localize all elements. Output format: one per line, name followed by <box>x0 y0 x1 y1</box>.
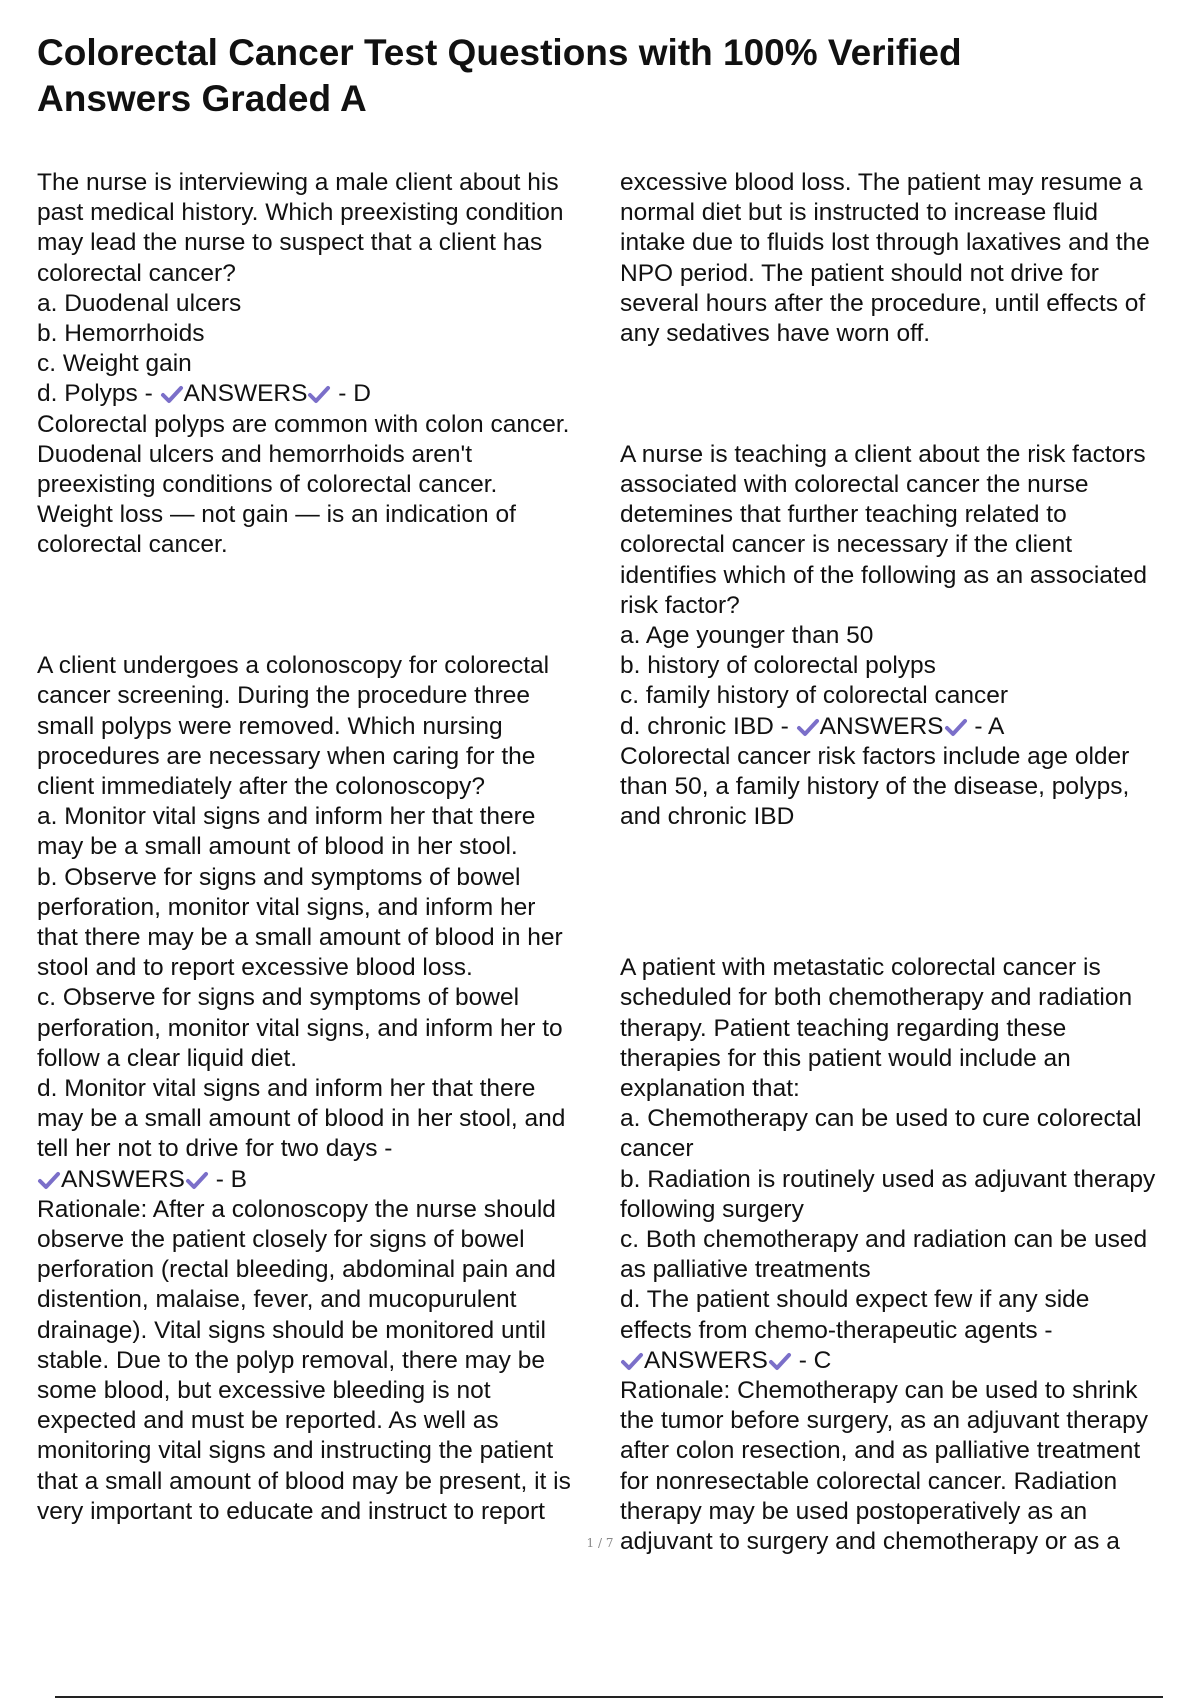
text-line: cancer <box>620 1135 694 1163</box>
text-line: as palliative treatments <box>620 1256 871 1284</box>
rationale-line: any sedatives have worn off. <box>620 320 931 348</box>
answer-line <box>620 1346 1155 1376</box>
answer-label: ANSWERS <box>183 380 308 408</box>
text-line: c. Weight gain <box>37 350 192 378</box>
rationale-line: observe the patient closely for signs of bowel <box>37 1226 525 1254</box>
rationale-line: several hours after the procedure, until effects of <box>620 289 1146 317</box>
question-1 <box>37 168 571 561</box>
question-3 <box>620 440 1155 833</box>
text-line: A patient with metastatic colorectal cancer is <box>620 954 1101 982</box>
rationale-line: that a small amount of blood may be present, it is <box>37 1467 571 1495</box>
text-line: following surgery <box>620 1195 804 1223</box>
rationale-line: intake due to fluids lost through laxatives and the <box>620 229 1150 257</box>
rationale-line: Duodenal ulcers and hemorrhoids aren't <box>37 440 473 468</box>
text-line: a. Chemotherapy can be used to cure colorectal <box>620 1105 1142 1133</box>
rationale-line: stable. Due to the polyp removal, there may be <box>37 1346 545 1374</box>
checkmark-icon <box>160 384 184 404</box>
text-line: may lead the nurse to suspect that a client has <box>37 229 543 257</box>
text-line: a. Monitor vital signs and inform her that there <box>37 803 536 831</box>
footer-divider <box>55 1696 1163 1698</box>
text-line: may be a small amount of blood in her stool. <box>37 833 518 861</box>
text-line: perforation, monitor vital signs, and inform her <box>37 893 536 921</box>
rationale-line: distention, malaise, fever, and mucopurulent <box>37 1286 517 1314</box>
rationale-line: NPO period. The patient should not drive for <box>620 259 1099 287</box>
rationale-line: and chronic IBD <box>620 803 795 831</box>
left-column <box>37 168 571 1527</box>
rationale-line: than 50, a family history of the disease, polyps, <box>620 773 1130 801</box>
text-line: cancer screening. During the procedure three <box>37 682 531 710</box>
rationale-line: Rationale: Chemotherapy can be used to shrink <box>620 1377 1138 1405</box>
text-line: The nurse is interviewing a male client about his <box>37 169 559 196</box>
title-line-1: Colorectal Cancer Test Questions with 100% Verified <box>37 32 962 73</box>
text-line: b. Hemorrhoids <box>37 320 205 348</box>
answer-letter: - C <box>791 1346 832 1374</box>
checkmark-icon <box>185 1170 209 1190</box>
rationale-line: after colon resection, and as palliative treatment <box>620 1437 1141 1465</box>
rationale-line: monitoring vital signs and instructing the patient <box>37 1437 554 1465</box>
text-line: explanation that: <box>620 1074 800 1102</box>
answer-option-text: d. Polyps - <box>37 380 160 408</box>
rationale-line: the tumor before surgery, as an adjuvant therapy <box>620 1407 1148 1435</box>
answer-line <box>37 1165 571 1195</box>
checkmark-icon <box>944 717 968 737</box>
text-line: scheduled for both chemotherapy and radiation <box>620 984 1133 1012</box>
question-2 <box>37 651 571 1527</box>
rationale-line: excessive blood loss. The patient may resume a <box>620 169 1143 196</box>
text-line: small polyps were removed. Which nursing <box>37 712 503 740</box>
answer-label: ANSWERS <box>644 1346 768 1374</box>
rationale-line: some blood, but excessive bleeding is not <box>37 1377 491 1405</box>
answer-label: ANSWERS <box>61 1165 185 1193</box>
text-line: procedures are necessary when caring for the <box>37 742 536 770</box>
answer-letter: - B <box>208 1165 248 1193</box>
answer-letter: - A <box>967 712 1005 740</box>
continued-rationale <box>620 168 1155 349</box>
rationale-line: for nonresectable colorectal cancer. Radiation <box>620 1467 1118 1495</box>
rationale-line: expected and must be reported. As well as <box>37 1407 499 1435</box>
text-line: past medical history. Which preexisting condition <box>37 199 564 227</box>
text-line: that there may be a small amount of blood in her <box>37 924 563 952</box>
answer-label: ANSWERS <box>819 712 944 740</box>
rationale-line: perforation (rectal bleeding, abdominal pain and <box>37 1256 556 1284</box>
text-line: b. history of colorectal polyps <box>620 652 936 680</box>
text-line: risk factor? <box>620 591 740 619</box>
rationale-line: Colorectal cancer risk factors include age older <box>620 742 1130 770</box>
text-line: b. Observe for signs and symptoms of bowel <box>37 863 521 891</box>
text-line: A nurse is teaching a client about the risk factors <box>620 440 1146 468</box>
rationale-line: normal diet but is instructed to increase fluid <box>620 199 1098 227</box>
text-line: c. Observe for signs and symptoms of bowel <box>37 984 520 1012</box>
document-title <box>37 30 1157 122</box>
checkmark-icon <box>768 1351 792 1371</box>
question-4 <box>620 953 1155 1557</box>
text-line: therapies for this patient would include an <box>620 1044 1071 1072</box>
text-line: detemines that further teaching related to <box>620 501 1067 529</box>
text-line: associated with colorectal cancer the nurse <box>620 470 1089 498</box>
checkmark-icon <box>796 717 820 737</box>
text-line: c. Both chemotherapy and radiation can be used <box>620 1226 1148 1253</box>
answer-line <box>37 379 571 409</box>
text-line: effects from chemo-therapeutic agents - <box>620 1316 1053 1344</box>
checkmark-icon <box>307 384 331 404</box>
text-line: a. Age younger than 50 <box>620 622 874 649</box>
answer-line <box>620 712 1155 742</box>
rationale-line: Rationale: After a colonoscopy the nurse should <box>37 1195 556 1223</box>
text-line: may be a small amount of blood in her stool, and <box>37 1105 566 1133</box>
rationale-line: drainage). Vital signs should be monitored until <box>37 1316 546 1344</box>
text-line: b. Radiation is routinely used as adjuvant therapy <box>620 1165 1156 1193</box>
text-line: perforation, monitor vital signs, and inform her to <box>37 1014 563 1042</box>
rationale-line: therapy may be used postoperatively as an <box>620 1497 1088 1525</box>
text-line: follow a clear liquid diet. <box>37 1044 298 1072</box>
checkmark-icon <box>620 1351 644 1371</box>
text-line: d. Monitor vital signs and inform her that there <box>37 1075 536 1103</box>
rationale-line: preexisting conditions of colorectal cancer. <box>37 471 498 499</box>
right-column <box>620 168 1155 1557</box>
rationale-line: Colorectal polyps are common with colon cancer. <box>37 410 570 438</box>
rationale-line: colorectal cancer. <box>37 531 228 559</box>
text-line: client immediately after the colonoscopy? <box>37 773 486 801</box>
checkmark-icon <box>37 1170 61 1190</box>
answer-letter: - D <box>331 380 371 408</box>
text-line: a. Duodenal ulcers <box>37 289 242 317</box>
text-line: colorectal cancer is necessary if the client <box>620 531 1073 559</box>
text-line: A client undergoes a colonoscopy for colorectal <box>37 652 550 680</box>
text-line: tell her not to drive for two days - <box>37 1135 393 1163</box>
text-line: colorectal cancer? <box>37 259 236 287</box>
answer-option-text: d. chronic IBD - <box>620 712 796 740</box>
text-line: identifies which of the following as an associated <box>620 561 1148 589</box>
title-line-2: Answers Graded A <box>37 78 367 119</box>
text-line: d. The patient should expect few if any side <box>620 1286 1090 1314</box>
text-line: stool and to report excessive blood loss. <box>37 954 473 982</box>
text-line: therapy. Patient teaching regarding these <box>620 1014 1067 1042</box>
page-number: 1 / 7 <box>586 1536 614 1550</box>
rationale-line: adjuvant to surgery and chemotherapy or as a <box>620 1528 1120 1556</box>
rationale-line: Weight loss — not gain — is an indication of <box>37 501 516 529</box>
text-line: c. family history of colorectal cancer <box>620 682 1009 710</box>
rationale-line: very important to educate and instruct to report <box>37 1497 545 1525</box>
